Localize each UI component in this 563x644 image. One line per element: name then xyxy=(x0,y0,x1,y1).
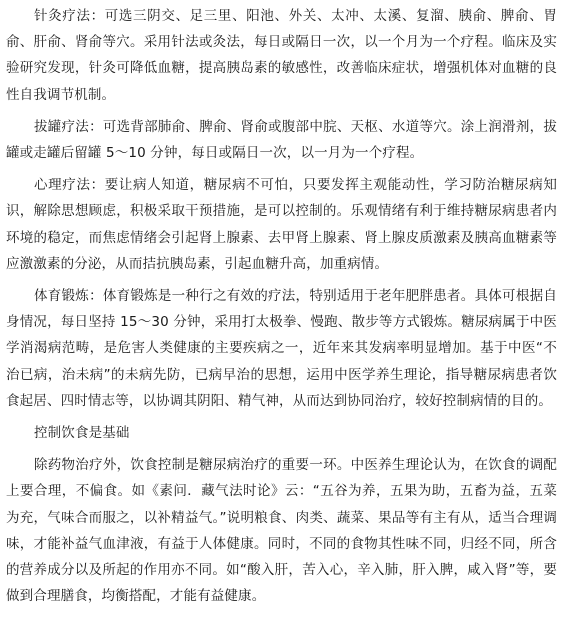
paragraph-psychotherapy: 心理疗法：要让病人知道，糖尿病不可怕，只要发挥主观能动性，学习防治糖尿病知识，解除思想顾虑，积极采取干预措施，是可以控制的。乐观情绪有利于维持糖尿病患者内环境的稳定，而焦虑情绪会引起肾上腺素、去甲肾上腺素、肾上腺皮质激素及胰高血糖素等应激激素的分泌，从而拮抗胰岛素，引起血糖升高，加重病情。 xyxy=(6,177,557,272)
paragraph-cupping: 拔罐疗法：可选背部肺俞、脾俞、肾俞或腹部中脘、天枢、水道等穴。涂上润滑剂，拔罐或走罐后留罐 5～10 分钟，每日或隔日一次，以一月为一个疗程。 xyxy=(6,118,557,162)
paragraph-acupuncture: 针灸疗法：可选三阴交、足三里、阳池、外关、太冲、太溪、复溜、胰俞、脾俞、胃俞、肝俞、肾俞等穴。采用针法或灸法，每日或隔日一次，以一个月为一个疗程。临床及实验研究发现，针灸可降低血糖，提高胰岛素的敏感性，改善临床症状，增强机体对血糖的良性自我调节机制。 xyxy=(6,8,557,103)
section-heading-diet: 控制饮食是基础 xyxy=(34,425,130,442)
paragraph-exercise: 体育锻炼：体育锻炼是一种行之有效的疗法，特别适用于老年肥胖患者。具体可根据自身情况，每日坚持 15～30 分钟，采用打太极拳、慢跑、散步等方式锻炼。糖尿病属于中医学消渴病范畴，是危害人类健康的主要疾病之一，近年来其发病率明显增加。基于中医“不治已病，治未病”的未病先防，已病早治的思想，运用中医学养生理论，指导糖尿病患者饮食起居、四时情志等，以协调其阴阳、精气神，从而达到协同治疗，较好控制病情的目的。 xyxy=(6,288,557,409)
paragraph-diet: 除药物治疗外，饮食控制是糖尿病治疗的重要一环。中医养生理论认为，在饮食的调配上要合理，不偏食。如《素问．藏气法时论》云：“五谷为养，五果为助，五畜为益，五菜为充，气味合而服之，以补精益气。”说明粮食、肉类、蔬菜、果品等有主有从，适当合理调味，才能补益气血津液，有益于人体健康。同时，不同的食物其性味不同，归经不同，所含的营养成分以及所起的作用亦不同。如“酸入肝，苦入心，辛入肺，肝入脾，咸入肾”等，要做到合理膳食，均衡搭配，才能有益健康。 xyxy=(6,457,557,605)
